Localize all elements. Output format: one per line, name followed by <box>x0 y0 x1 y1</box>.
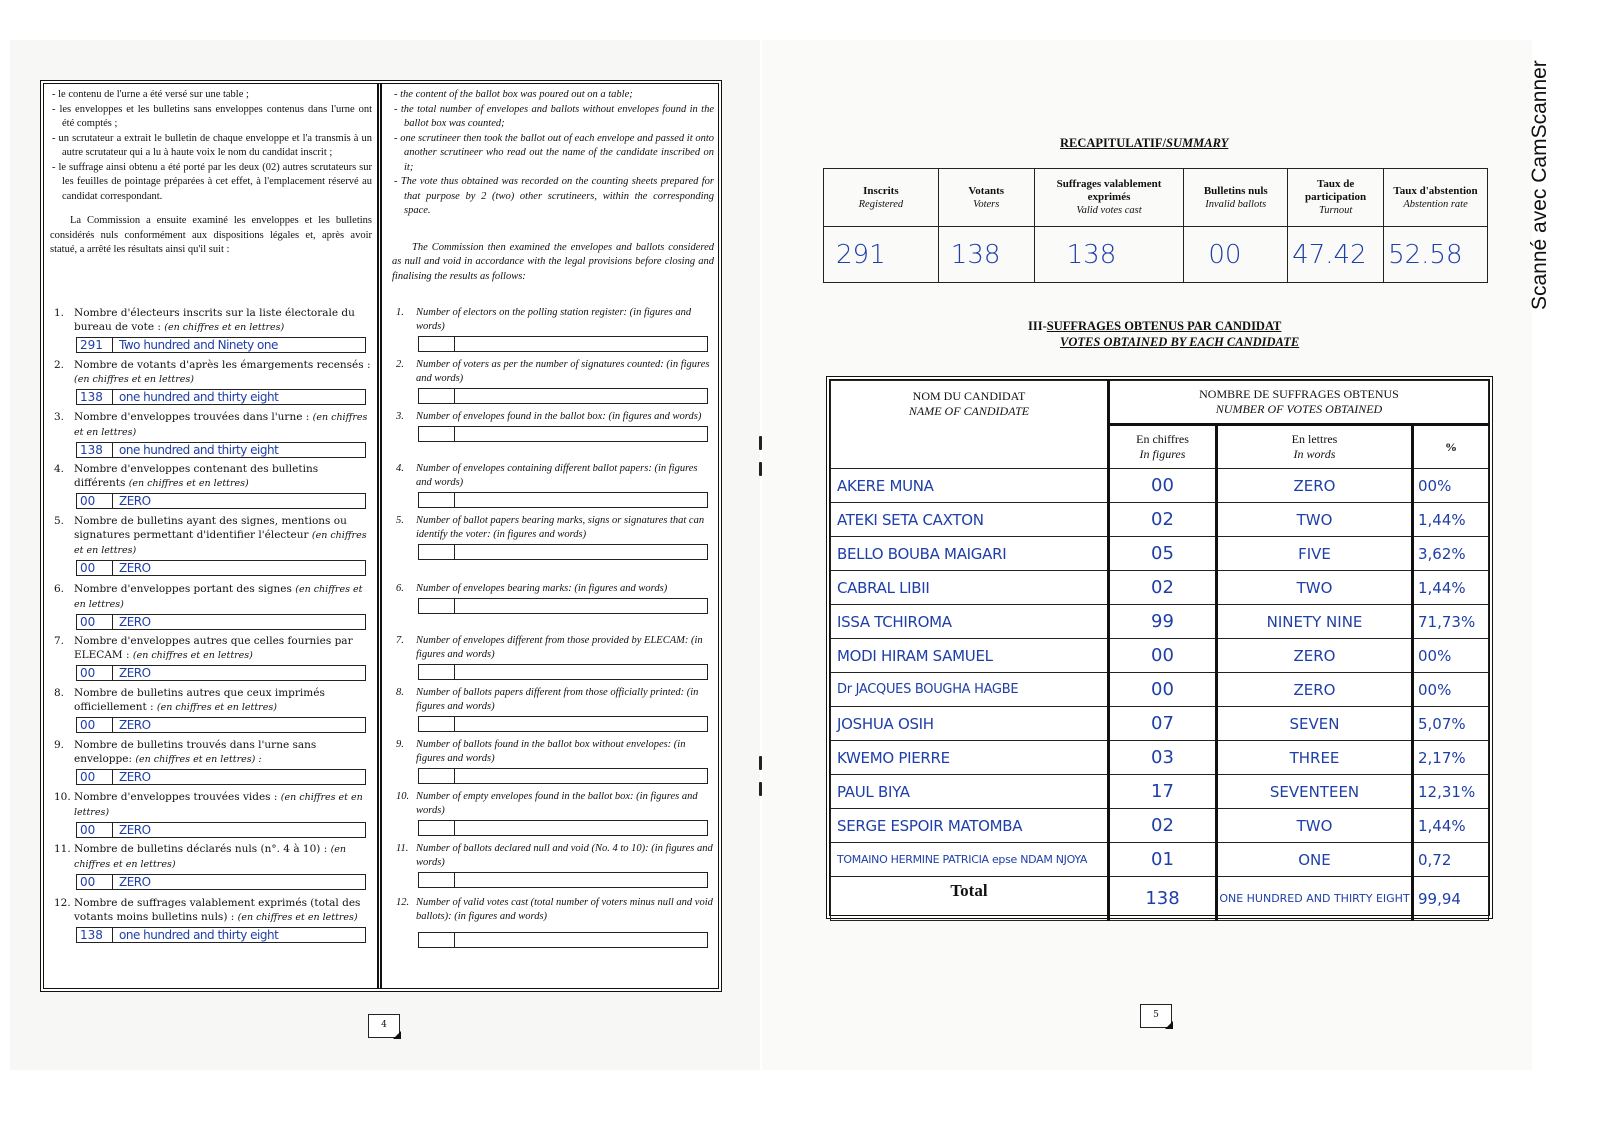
votes-figure[interactable]: 02 <box>1109 571 1217 605</box>
item-number: 12. <box>396 897 410 908</box>
answer-field[interactable] <box>76 717 366 733</box>
candidate-name[interactable]: BELLO BOUBA MAIGARI <box>831 537 1109 571</box>
candidate-name[interactable]: ISSA TCHIROMA <box>831 605 1109 639</box>
candidate-name[interactable]: KWEMO PIERRE <box>831 741 1109 775</box>
en-item-4 <box>392 462 714 508</box>
answer-figure[interactable] <box>419 769 455 783</box>
item-label: Nombre de bulletins ayant des signes, mentions ou signatures permettant d'identifier l'électeur <box>74 515 347 541</box>
answer-words[interactable]: ZERO <box>119 718 151 732</box>
votes-words[interactable]: ZERO <box>1217 469 1413 503</box>
fr-bullet: - un scrutateur a extrait le bulletin de chaque enveloppe et l'a transmis à un autre scrutateur qui a lu à haute voix le nom du candidat inscrit ; <box>52 132 372 158</box>
candidate-name[interactable]: ATEKI SETA CAXTON <box>831 503 1109 537</box>
answer-figure[interactable] <box>419 337 455 351</box>
item-number: 7. <box>396 635 404 646</box>
answer-figure[interactable]: 00 <box>77 770 113 784</box>
votes-percent[interactable]: 00% <box>1413 673 1489 707</box>
answer-field[interactable] <box>418 932 708 948</box>
answer-words[interactable]: Two hundred and Ninety one <box>119 338 278 352</box>
answer-words[interactable] <box>455 337 707 351</box>
votes-figure[interactable]: 02 <box>1109 809 1217 843</box>
answer-figure[interactable]: 00 <box>77 718 113 732</box>
item-hint: (en chiffres et en lettres) <box>156 702 277 713</box>
header-percent: % <box>1413 425 1489 469</box>
item-label: Number of envelopes found in the ballot box: (in figures and words) <box>416 411 702 422</box>
item-number: 8. <box>396 687 404 698</box>
candidate-row <box>831 571 1489 605</box>
french-column <box>50 88 372 258</box>
item-hint: (en chiffres et en lettres) <box>74 374 194 385</box>
answer-field[interactable] <box>418 492 708 508</box>
answer-field[interactable] <box>418 768 708 784</box>
answer-words[interactable] <box>455 389 707 403</box>
votes-percent[interactable]: 1,44% <box>1413 809 1489 843</box>
candidate-row <box>831 605 1489 639</box>
answer-field[interactable] <box>76 665 366 681</box>
answer-field[interactable] <box>76 874 366 890</box>
votes-percent[interactable]: 3,62% <box>1413 537 1489 571</box>
fr-item-1 <box>50 306 372 353</box>
total-words[interactable]: ONE HUNDRED AND THIRTY EIGHT <box>1217 877 1413 921</box>
candidate-row <box>831 809 1489 843</box>
votes-words[interactable]: THREE <box>1217 741 1413 775</box>
en-item-11 <box>392 842 714 888</box>
votes-figure[interactable]: 07 <box>1109 707 1217 741</box>
answer-field[interactable] <box>76 389 366 405</box>
voters-value[interactable]: 138 <box>938 227 1034 283</box>
answer-words[interactable]: ZERO <box>119 823 151 837</box>
en-item-8 <box>392 686 714 732</box>
answer-field[interactable] <box>418 336 708 352</box>
candidate-name[interactable]: CABRAL LIBII <box>831 571 1109 605</box>
item-label: Nombre de votants d'après les émargements recensés : <box>74 359 371 371</box>
answer-words[interactable]: one hundred and thirty eight <box>119 928 279 942</box>
votes-figure[interactable]: 99 <box>1109 605 1217 639</box>
votes-percent[interactable]: 00% <box>1413 469 1489 503</box>
answer-words[interactable] <box>455 493 707 507</box>
total-percent[interactable]: 99,94 <box>1413 877 1489 921</box>
total-figure[interactable]: 138 <box>1109 877 1217 921</box>
item-number: 4. <box>396 463 404 474</box>
candidate-row <box>831 673 1489 707</box>
item-hint: (en chiffres et en lettres) <box>132 650 253 661</box>
fr-intro-paragraph: La Commission a ensuite examiné les enveloppes et les bulletins considérés nuls conformément aux dispositions légales et, après avoir statué, a arrêté les résultats ainsi qu'il suit : <box>50 215 372 255</box>
answer-figure[interactable] <box>419 493 455 507</box>
answer-field[interactable] <box>418 388 708 404</box>
summary-header-valid-votes: Suffrages valablement exprimés Valid votes cast <box>1034 169 1184 227</box>
votes-percent[interactable]: 71,73% <box>1413 605 1489 639</box>
answer-figure[interactable] <box>419 427 455 441</box>
item-label: Number of electors on the polling station register: (in figures and words) <box>416 307 692 332</box>
answer-field[interactable] <box>76 769 366 785</box>
item-number: 2. <box>54 359 65 371</box>
answer-figure[interactable] <box>419 665 455 679</box>
answer-words[interactable]: one hundred and thirty eight <box>119 390 279 404</box>
candidate-name[interactable]: AKERE MUNA <box>831 469 1109 503</box>
candidate-name[interactable]: MODI HIRAM SAMUEL <box>831 639 1109 673</box>
invalid-ballots-value[interactable]: 00 <box>1184 227 1288 283</box>
answer-figure[interactable] <box>419 717 455 731</box>
header-in-figures: En chiffres In figures <box>1109 425 1217 469</box>
item-label: Nombre de bulletins trouvés dans l'urne sans enveloppe: <box>74 739 317 765</box>
item-hint: (en chiffres et en lettres) <box>164 322 285 333</box>
item-label: Number of voters as per the number of signatures counted: (in figures and words) <box>416 359 710 384</box>
item-hint: (en chiffres et en lettres) <box>128 478 249 489</box>
answer-field[interactable] <box>76 337 366 353</box>
answer-field[interactable] <box>418 872 708 888</box>
candidate-name[interactable]: PAUL BIYA <box>831 775 1109 809</box>
answer-words[interactable] <box>455 427 707 441</box>
votes-figure[interactable]: 00 <box>1109 469 1217 503</box>
en-procedure-bullets <box>392 88 714 219</box>
answer-words[interactable] <box>455 769 707 783</box>
candidate-name[interactable]: JOSHUA OSIH <box>831 707 1109 741</box>
answer-figure[interactable]: 00 <box>77 875 113 889</box>
en-item-12 <box>392 896 714 948</box>
column-divider <box>377 84 382 988</box>
item-number: 2. <box>396 359 404 370</box>
answer-field[interactable] <box>76 560 366 576</box>
answer-words[interactable]: ZERO <box>119 666 151 680</box>
item-label: Number of envelopes different from those provided by ELECAM: (in figures and words) <box>416 635 703 660</box>
header-in-words: En lettres In words <box>1217 425 1413 469</box>
summary-header-voters: Votants Voters <box>938 169 1034 227</box>
en-item-2 <box>392 358 714 404</box>
answer-figure[interactable] <box>419 599 455 613</box>
item-label: Nombre d'enveloppes trouvées dans l'urne : <box>74 411 310 423</box>
item-label: Number of envelopes containing different ballot papers: (in figures and words) <box>416 463 698 488</box>
item-number: 12. <box>54 897 71 909</box>
answer-figure[interactable] <box>419 545 455 559</box>
votes-figure[interactable]: 05 <box>1109 537 1217 571</box>
fr-bullet: - les enveloppes et les bulletins sans enveloppes contenus dans l'urne ont été comptés ; <box>52 103 372 129</box>
answer-figure[interactable]: 00 <box>77 615 113 629</box>
answer-words[interactable] <box>455 933 707 947</box>
item-number: 3. <box>54 411 65 423</box>
fr-item-11 <box>50 842 372 890</box>
answer-field[interactable] <box>76 614 366 630</box>
registered-value[interactable]: 291 <box>824 227 939 283</box>
answer-field[interactable] <box>418 598 708 614</box>
votes-percent[interactable]: 12,31% <box>1413 775 1489 809</box>
turnout-value[interactable]: 47.42 <box>1288 227 1384 283</box>
votes-figure[interactable]: 17 <box>1109 775 1217 809</box>
camscanner-watermark: Scanné avec CamScanner <box>1528 60 1551 310</box>
item-hint: (en chiffres et en lettres) <box>74 844 347 870</box>
en-item-5 <box>392 514 714 560</box>
votes-figure[interactable]: 03 <box>1109 741 1217 775</box>
answer-field[interactable] <box>76 493 366 509</box>
votes-figure[interactable]: 00 <box>1109 639 1217 673</box>
page-number-right: 5 <box>1140 1004 1172 1028</box>
answer-words[interactable]: ZERO <box>119 770 151 784</box>
answer-figure[interactable]: 00 <box>77 666 113 680</box>
answer-figure[interactable]: 291 <box>77 338 113 352</box>
fr-bullet: - le contenu de l'urne a été versé sur une table ; <box>52 89 249 100</box>
candidate-row <box>831 469 1489 503</box>
item-label: Nombre d'enveloppes portant des signes <box>74 583 292 595</box>
answer-words[interactable] <box>455 717 707 731</box>
fr-item-8 <box>50 686 372 733</box>
en-bullet: - the content of the ballot box was poured out on a table; <box>394 89 633 100</box>
votes-words[interactable]: SEVENTEEN <box>1217 775 1413 809</box>
candidate-row <box>831 741 1489 775</box>
answer-field[interactable] <box>76 442 366 458</box>
item-hint: (en chiffres et en lettres) <box>237 912 358 923</box>
answer-field[interactable] <box>418 716 708 732</box>
answer-field[interactable] <box>418 664 708 680</box>
candidate-name[interactable]: SERGE ESPOIR MATOMBA <box>831 809 1109 843</box>
candidate-row <box>831 639 1489 673</box>
summary-header-turnout: Taux de participation Turnout <box>1288 169 1384 227</box>
answer-field[interactable] <box>76 927 366 943</box>
en-item-3 <box>392 410 714 442</box>
item-label: Nombre de suffrages valablement exprimés (total des votants moins bulletins nuls) : <box>74 897 361 923</box>
item-label: Number of ballots declared null and void (No. 4 to 10): (in figures and words) <box>416 843 713 868</box>
answer-field[interactable] <box>418 426 708 442</box>
fr-item-6 <box>50 582 372 630</box>
en-intro-paragraph: The Commission then examined the envelopes and ballots considered as null and void in accordance with the legal provisions before closing and finalising the results as follows: <box>392 241 714 282</box>
item-hint: (en chiffres et en lettres) <box>74 584 363 610</box>
summary-table <box>823 168 1488 283</box>
answer-words[interactable] <box>455 545 707 559</box>
summary-title: RECAPITULATIF/SUMMARY <box>1060 136 1229 150</box>
answer-figure[interactable]: 00 <box>77 561 113 575</box>
votes-percent[interactable]: 5,07% <box>1413 707 1489 741</box>
fr-item-10 <box>50 790 372 838</box>
candidate-row <box>831 707 1489 741</box>
summary-header-registered: Inscrits Registered <box>824 169 939 227</box>
summary-values-row <box>824 227 1488 283</box>
answer-figure[interactable] <box>419 821 455 835</box>
fr-procedure-bullets <box>50 88 372 204</box>
summary-header-invalid: Bulletins nuls Invalid ballots <box>1184 169 1288 227</box>
candidate-row <box>831 775 1489 809</box>
votes-words[interactable]: ONE <box>1217 843 1413 877</box>
votes-by-candidate-frame <box>826 376 1493 919</box>
answer-figure[interactable]: 138 <box>77 443 113 457</box>
answer-figure[interactable]: 00 <box>77 494 113 508</box>
answer-words[interactable] <box>455 665 707 679</box>
item-number: 5. <box>396 515 404 526</box>
item-number: 8. <box>54 687 65 699</box>
en-bullet: - the total number of envelopes and ballots without envelopes found in the ballot box was counted; <box>394 103 714 129</box>
item-number: 7. <box>54 635 65 647</box>
answer-figure[interactable]: 138 <box>77 928 113 942</box>
votes-table <box>830 380 1489 921</box>
minutes-form-frame <box>40 80 722 992</box>
votes-words[interactable]: TWO <box>1217 503 1413 537</box>
item-label: Nombre d'enveloppes contenant des bulletins différents <box>74 463 319 489</box>
votes-percent[interactable]: 00% <box>1413 639 1489 673</box>
answer-words[interactable]: ZERO <box>119 561 151 575</box>
votes-figure[interactable]: 02 <box>1109 503 1217 537</box>
answer-field[interactable] <box>418 544 708 560</box>
item-number: 10. <box>54 791 71 803</box>
summary-header-row <box>824 169 1488 227</box>
votes-figure[interactable]: 01 <box>1109 843 1217 877</box>
votes-words[interactable]: TWO <box>1217 809 1413 843</box>
item-hint: (en chiffres et en lettres) <box>74 412 368 438</box>
en-bullet: - one scrutineer then took the ballot out of each envelope and passed it onto another scrutineer who read out the name of the candidate inscribed on it; <box>394 132 714 173</box>
item-number: 4. <box>54 463 65 475</box>
votes-words[interactable]: TWO <box>1217 571 1413 605</box>
answer-figure[interactable]: 138 <box>77 390 113 404</box>
answer-words[interactable] <box>455 873 707 887</box>
votes-percent[interactable]: 1,44% <box>1413 503 1489 537</box>
section3-title: III-SUFFRAGES OBTENUS PAR CANDIDAT VOTES OBTAINED BY EACH CANDIDATE <box>1028 319 1300 349</box>
votes-words[interactable]: NINETY NINE <box>1217 605 1413 639</box>
item-hint: (en chiffres et en lettres) <box>74 530 367 556</box>
item-number: 1. <box>396 307 404 318</box>
votes-words[interactable]: ZERO <box>1217 673 1413 707</box>
item-number: 11. <box>54 843 71 855</box>
en-item-1 <box>392 306 714 352</box>
answer-words[interactable]: one hundred and thirty eight <box>119 443 279 457</box>
answer-field[interactable] <box>418 820 708 836</box>
item-label: Nombre de bulletins autres que ceux imprimés officiellement : <box>74 687 325 713</box>
english-column <box>392 88 714 284</box>
answer-words[interactable]: ZERO <box>119 494 151 508</box>
abstention-value[interactable]: 52.58 <box>1384 227 1488 283</box>
item-number: 6. <box>396 583 404 594</box>
fr-item-2 <box>50 358 372 405</box>
valid-votes-value[interactable]: 138 <box>1034 227 1184 283</box>
item-hint: (en chiffres et en lettres) <box>74 792 363 818</box>
answer-words[interactable]: ZERO <box>119 875 151 889</box>
answer-field[interactable] <box>76 822 366 838</box>
answer-words[interactable] <box>455 821 707 835</box>
votes-words[interactable]: FIVE <box>1217 537 1413 571</box>
item-number: 9. <box>54 739 65 751</box>
item-label: Nombre de bulletins déclarés nuls (n°. 4 à 10) : <box>74 843 328 855</box>
item-label: Number of ballots papers different from those officially printed: (in figures and words) <box>416 687 699 712</box>
answer-figure[interactable] <box>419 389 455 403</box>
total-row <box>831 877 1489 921</box>
item-label: Nombre d'électeurs inscrits sur la liste électorale du bureau de vote : <box>74 307 355 333</box>
votes-percent[interactable]: 0,72 <box>1413 843 1489 877</box>
votes-percent[interactable]: 1,44% <box>1413 571 1489 605</box>
item-number: 9. <box>396 739 404 750</box>
answer-figure[interactable] <box>419 873 455 887</box>
votes-percent[interactable]: 2,17% <box>1413 741 1489 775</box>
candidate-row <box>831 503 1489 537</box>
answer-words[interactable] <box>455 599 707 613</box>
item-label: Nombre d'enveloppes trouvées vides : <box>74 791 278 803</box>
fr-item-5 <box>50 514 372 576</box>
header-votes-obtained: NOMBRE DE SUFFRAGES OBTENUS NUMBER OF VOTES OBTAINED <box>1109 381 1489 425</box>
item-number: 11. <box>396 843 409 854</box>
binding-staple-marks <box>757 436 765 796</box>
en-bullet: - The vote thus obtained was recorded on the counting sheets prepared for that purpose by 2 (two) other scrutineers, within the corresponding space. <box>394 176 714 216</box>
item-number: 1. <box>54 307 65 319</box>
en-item-6 <box>392 582 714 614</box>
item-label: Number of ballot papers bearing marks, signs or signatures that can identify the voter: (in figures and words) <box>416 515 705 540</box>
answer-figure[interactable] <box>419 933 455 947</box>
item-number: 10. <box>396 791 410 802</box>
item-label: Number of envelopes bearing marks: (in figures and words) <box>416 583 668 594</box>
en-item-10 <box>392 790 714 836</box>
votes-header-row-1 <box>831 381 1489 425</box>
item-label: Nombre d'enveloppes autres que celles fournies par ELECAM : <box>74 635 353 661</box>
item-label: Number of empty envelopes found in the ballot box: (in figures and words) <box>416 791 698 816</box>
answer-figure[interactable]: 00 <box>77 823 113 837</box>
candidate-name[interactable]: TOMAINO HERMINE PATRICIA epse NDAM NJOYA <box>831 843 1109 877</box>
fr-item-12 <box>50 896 372 943</box>
fr-item-9 <box>50 738 372 785</box>
fr-bullet: - le suffrage ainsi obtenu a été porté par les deux (02) autres scrutateurs sur les feuilles de pointage préparées à cet effet, à l'emplacement réservé au candidat correspondant. <box>52 161 372 202</box>
item-hint: (en chiffres et en lettres) : <box>135 754 262 765</box>
fr-item-3 <box>50 410 372 458</box>
candidate-row <box>831 537 1489 571</box>
answer-words[interactable]: ZERO <box>119 615 151 629</box>
votes-figure[interactable]: 00 <box>1109 673 1217 707</box>
candidate-name[interactable]: Dr JACQUES BOUGHA HAGBE <box>831 673 1109 707</box>
item-label: Number of valid votes cast (total number of voters minus null and void ballots): (in figures and words) <box>416 897 713 922</box>
votes-words[interactable]: ZERO <box>1217 639 1413 673</box>
total-label: Total <box>831 877 1109 921</box>
fr-item-7 <box>50 634 372 681</box>
item-number: 6. <box>54 583 65 595</box>
votes-words[interactable]: SEVEN <box>1217 707 1413 741</box>
header-candidate-name: NOM DU CANDIDAT NAME OF CANDIDATE <box>831 381 1109 469</box>
en-item-7 <box>392 634 714 680</box>
item-label: Number of ballots found in the ballot box without envelopes: (in figures and words) <box>416 739 686 764</box>
item-number: 3. <box>396 411 404 422</box>
item-number: 5. <box>54 515 65 527</box>
page-number-left: 4 <box>368 1014 400 1038</box>
fr-item-4 <box>50 462 372 509</box>
summary-header-abstention: Taux d'abstention Abstention rate <box>1384 169 1488 227</box>
en-item-9 <box>392 738 714 784</box>
candidate-row <box>831 843 1489 877</box>
